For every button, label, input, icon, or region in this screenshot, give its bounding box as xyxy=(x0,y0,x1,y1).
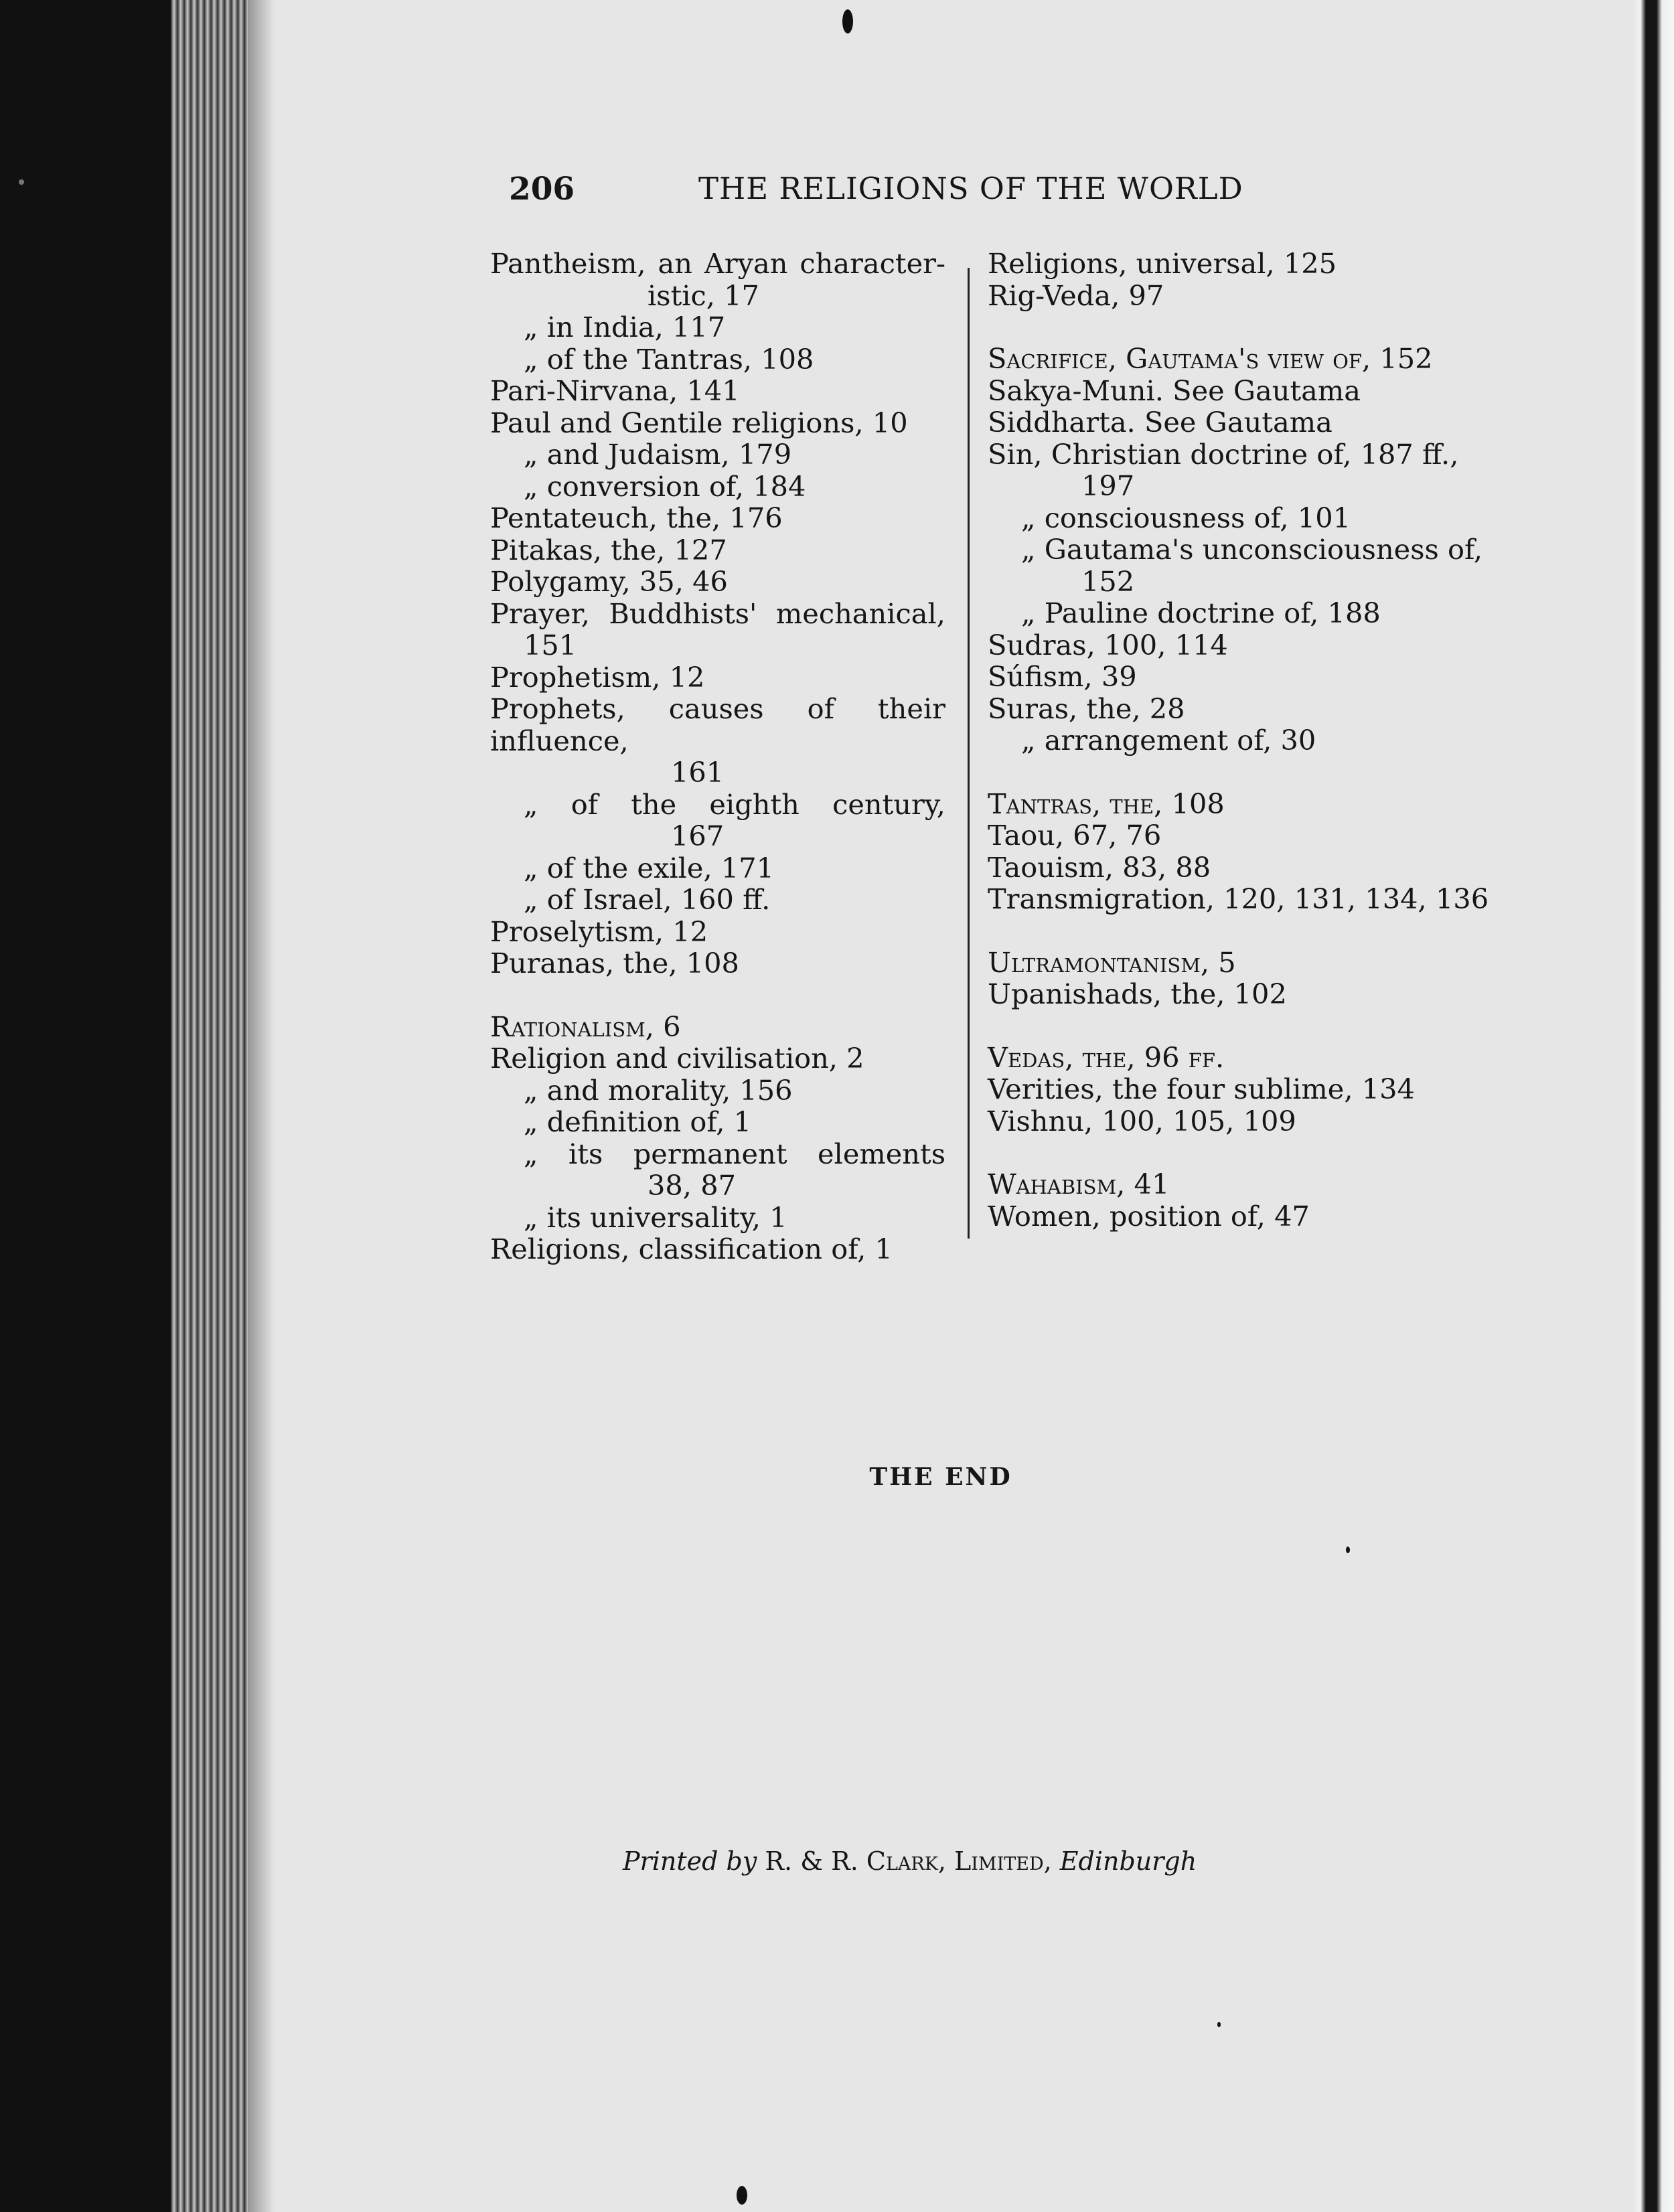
index-entry-continuation: 151 xyxy=(524,629,577,661)
index-entry: Pentateuch, the, 176 xyxy=(490,501,783,534)
printer-city: Edinburgh xyxy=(1059,1846,1197,1876)
book-page-edges xyxy=(171,0,251,2212)
index-entry: Puranas, the, 108 xyxy=(490,947,739,979)
index-column-right xyxy=(988,247,1489,1233)
index-entry: Polygamy, 35, 46 xyxy=(490,565,728,598)
scan-speck xyxy=(1346,1547,1350,1553)
index-subentry: „ conversion of, 184 xyxy=(524,469,806,503)
index-entry: Pari-Nirvana, 141 xyxy=(490,374,740,407)
index-entry: Prophetism, 12 xyxy=(490,660,705,694)
index-entry: Prayer, Buddhists' mechanical, xyxy=(490,597,945,630)
index-column-left xyxy=(490,248,945,1265)
scan-speck xyxy=(19,179,24,185)
index-entry-continuation: 38, 87 xyxy=(648,1169,736,1202)
index-entry: Sudras, 100, 114 xyxy=(988,628,1228,661)
column-rule xyxy=(968,268,970,1239)
index-entry: Súfism, 39 xyxy=(988,660,1137,693)
index-entry: Transmigration, 120, 131, 134, 136 xyxy=(988,882,1489,915)
index-entry-section-start: Vedas, the, 96 ff. xyxy=(988,1040,1225,1074)
index-entry: Religion and civilisation, 2 xyxy=(490,1042,864,1075)
index-entry-section-start: Ultramontanism, 5 xyxy=(988,945,1236,979)
running-head xyxy=(509,171,1540,211)
index-entry: Sin, Christian doctrine of, 187 ff., xyxy=(988,437,1459,471)
index-subentry: „ definition of, 1 xyxy=(524,1105,752,1138)
index-entry: Prophets, causes of their influence, xyxy=(490,692,945,757)
index-entry-section-start: Tantras, the, 108 xyxy=(988,787,1225,820)
printed-by-label: Printed by xyxy=(623,1846,757,1876)
index-entry-continuation: istic, 17 xyxy=(648,279,759,312)
index-subentry: „ of the exile, 171 xyxy=(524,851,775,884)
page-number: 206 xyxy=(509,171,575,208)
right-page-edge xyxy=(1634,0,1674,2212)
index-entry-continuation: 161 xyxy=(671,756,725,789)
header-title: THE RELIGIONS OF THE WORLD xyxy=(698,171,1243,206)
index-subentry: „ its permanent elements xyxy=(524,1137,945,1170)
scan-speck xyxy=(737,2186,747,2205)
printer-firm: R. & R. Clark, Limited, xyxy=(765,1846,1052,1876)
index-entry: Verities, the four sublime, 134 xyxy=(988,1073,1415,1105)
index-subentry: „ of the Tantras, 108 xyxy=(524,342,814,376)
gutter-shadow xyxy=(248,0,275,2212)
index-subentry: „ Gautama's unconsciousness of, xyxy=(1021,533,1483,566)
index-subentry: „ in India, 117 xyxy=(524,311,726,343)
scan-speck xyxy=(842,9,853,33)
index-subentry: „ arrangement of, 30 xyxy=(1021,724,1316,757)
index-entry: Religions, classification of, 1 xyxy=(490,1233,893,1265)
index-subentry: „ and morality, 156 xyxy=(524,1073,793,1107)
printer-imprint xyxy=(623,1846,1292,1876)
index-entry: Taou, 67, 76 xyxy=(988,819,1162,852)
index-entry: Siddharta. See Gautama xyxy=(988,406,1333,439)
index-entry: Sakya-Muni. See Gautama xyxy=(988,374,1361,407)
index-entry: Women, position of, 47 xyxy=(988,1199,1310,1233)
scan-speck xyxy=(1217,2022,1221,2027)
index-subentry: „ Pauline doctrine of, 188 xyxy=(1021,597,1381,629)
index-entry: Rig-Veda, 97 xyxy=(988,279,1164,312)
index-entry: Religions, universal, 125 xyxy=(988,247,1337,280)
index-entry-section-start: Sacrifice, Gautama's view of, 152 xyxy=(988,342,1433,375)
index-subentry: „ of Israel, 160 ff. xyxy=(524,883,771,916)
index-entry: Upanishads, the, 102 xyxy=(988,977,1287,1010)
index-entry: Pantheism, an Aryan character- xyxy=(490,247,945,280)
index-subentry: „ and Judaism, 179 xyxy=(524,438,792,471)
index-entry-continuation: 167 xyxy=(671,819,725,852)
index-entry: Pitakas, the, 127 xyxy=(490,533,727,566)
index-entry: Paul and Gentile religions, 10 xyxy=(490,406,908,439)
index-entry: Vishnu, 100, 105, 109 xyxy=(988,1104,1296,1137)
index-entry: Proselytism, 12 xyxy=(490,915,708,948)
the-end-label: THE END xyxy=(869,1463,1012,1491)
index-entry-continuation: 197 xyxy=(1081,469,1135,502)
index-entry: Suras, the, 28 xyxy=(988,692,1185,725)
index-entry: Taouism, 83, 88 xyxy=(988,850,1211,884)
index-subentry: „ consciousness of, 101 xyxy=(1021,501,1351,534)
index-entry-continuation: 152 xyxy=(1081,564,1135,598)
index-entry-section-start: Rationalism, 6 xyxy=(490,1010,681,1043)
index-entry-section-start: Wahabism, 41 xyxy=(988,1168,1170,1200)
index-subentry: „ its universality, 1 xyxy=(524,1200,787,1234)
index-subentry: „ of the eighth century, xyxy=(524,787,945,821)
